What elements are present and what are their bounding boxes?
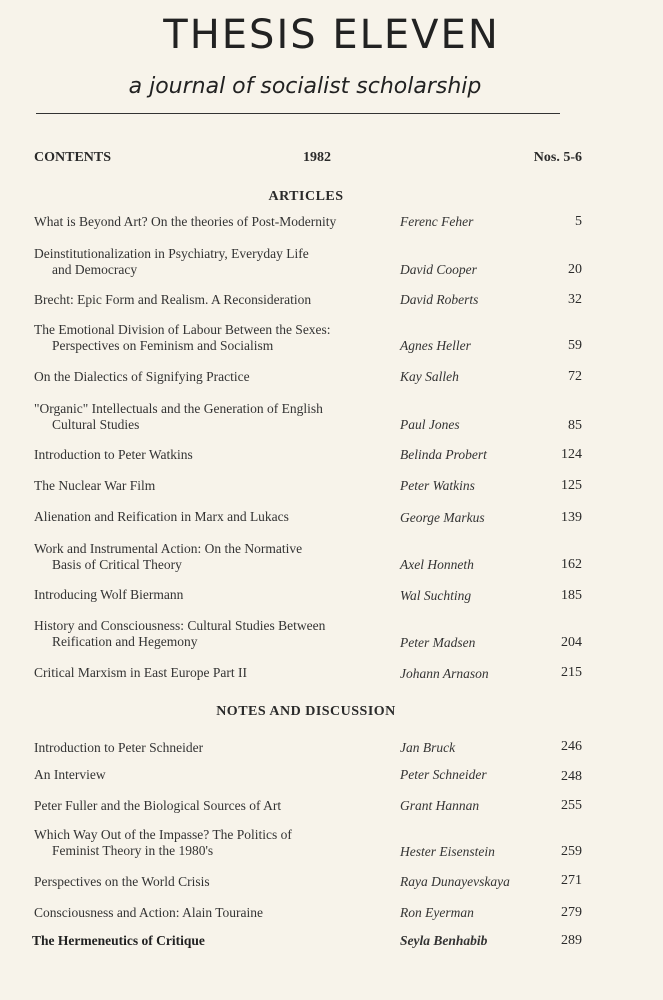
article-author: Johann Arnason [400,666,489,681]
page-number: 248 [561,769,582,784]
notes-author: Raya Dunayevskaya [400,874,510,889]
page-number: 204 [561,635,582,650]
notes-title: Peter Fuller and the Biological Sources of Art [34,798,282,813]
article-author: David Roberts [400,292,479,307]
article-title: Critical Marxism in East Europe Part II [34,665,247,680]
article-author: Peter Madsen [400,635,476,650]
page-number: 59 [568,338,582,353]
article-author: Peter Watkins [400,478,475,493]
page-number: 185 [561,588,582,603]
notes-author: Hester Eisenstein [400,844,495,859]
notes-title: Which Way Out of the Impasse? The Politics of Feminist Theory in the 1980's [34,827,292,858]
page-number: 72 [568,369,582,384]
notes-title: An Interview [34,767,106,782]
notes-title: Consciousness and Action: Alain Touraine [34,905,264,920]
page-number: 85 [568,418,582,433]
notes-author: Seyla Benhabib [400,933,488,948]
page-number: 255 [561,798,582,813]
article-title: The Nuclear War Film [34,478,156,493]
article-title: Alienation and Reification in Marx and Lukacs [34,509,289,524]
articles-heading: ARTICLES [268,189,344,204]
page-number: 124 [561,447,582,462]
page-number: 289 [561,933,582,948]
article-author: Kay Salleh [400,369,459,384]
article-title: Introduction to Peter Watkins [34,447,193,462]
notes-title: Perspectives on the World Crisis [34,874,210,889]
article-author: Paul Jones [400,417,460,432]
issue-year: 1982 [303,150,331,165]
article-title: "Organic" Intellectuals and the Generation of English Cultural Studies [34,401,323,432]
journal-title: THESIS ELEVEN [163,12,500,58]
notes-author: Jan Bruck [400,740,456,755]
page-number: 139 [561,510,582,525]
article-title: What is Beyond Art? On the theories of Post-Modernity [34,214,337,229]
article-author: Agnes Heller [400,338,471,353]
page-number: 5 [575,214,582,229]
notes-title: The Hermeneutics of Critique [32,933,205,948]
page-number: 215 [561,665,582,680]
article-author: George Markus [400,510,485,525]
article-title: Brecht: Epic Form and Realism. A Reconsideration [34,292,312,307]
page-number: 259 [561,844,582,859]
issue-numbers: Nos. 5-6 [533,150,582,165]
article-author: Ferenc Feher [400,214,474,229]
page-number: 279 [561,905,582,920]
page-number: 162 [561,557,582,572]
article-author: Belinda Probert [400,447,487,462]
page-number: 271 [561,873,582,888]
page-number: 246 [561,739,582,754]
article-title: Deinstitutionalization in Psychiatry, Everyday Life and Democracy [34,246,309,277]
article-author: Wal Suchting [400,588,472,603]
notes-author: Ron Eyerman [400,905,474,920]
masthead-divider [36,113,560,114]
notes-author: Peter Schneider [400,767,487,782]
page-number: 32 [568,292,582,307]
notes-heading: NOTES AND DISCUSSION [216,704,396,719]
contents-header [34,150,582,170]
article-author: David Cooper [400,262,477,277]
page-number: 125 [561,478,582,493]
notes-title: Introduction to Peter Schneider [34,740,204,755]
article-title: Work and Instrumental Action: On the Normative Basis of Critical Theory [34,541,303,572]
notes-author: Grant Hannan [400,798,480,813]
article-title: On the Dialectics of Signifying Practice [34,369,250,384]
contents-label: CONTENTS [34,150,112,165]
article-author: Axel Honneth [400,557,474,572]
article-title: History and Consciousness: Cultural Studies Between Reification and Hegemony [34,618,326,649]
article-title: Introducing Wolf Biermann [34,587,184,602]
page-number: 20 [568,262,582,277]
article-title: The Emotional Division of Labour Between the Sexes: Perspectives on Feminism and Socialism [34,322,331,353]
journal-subtitle: a journal of socialist scholarship [128,74,482,99]
